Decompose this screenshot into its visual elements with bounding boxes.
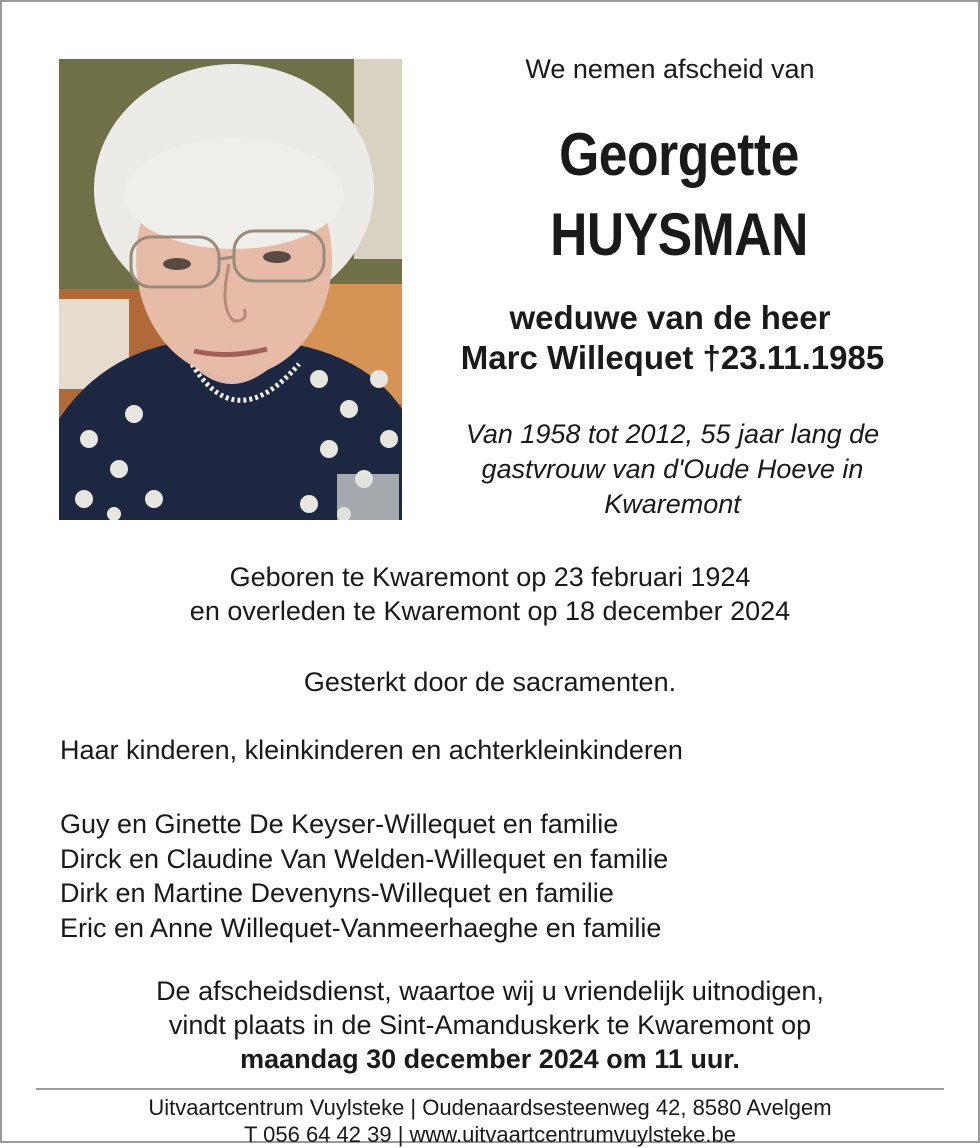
- sacraments-text: Gesterkt door de sacramenten.: [303, 667, 677, 697]
- birth-line: Geboren te Kwaremont op 23 februari 1924: [229, 562, 751, 592]
- tribute-line-1: Van 1958 tot 2012, 55 jaar lang de: [465, 419, 880, 449]
- footer-contact: T 056 64 42 39 | www.uitvaartcentrumvuylsteke.be: [243, 1122, 736, 1147]
- tribute-line-3: Kwaremont: [604, 489, 741, 519]
- death-line: en overleden te Kwaremont op 18 december 2024: [189, 596, 791, 626]
- first-name: Georgette: [559, 121, 799, 188]
- family-item: Dirck en Claudine Van Welden-Willequet en familie: [60, 843, 669, 874]
- family-item: Dirk en Martine Devenyns-Willequet en familie: [60, 878, 614, 908]
- children-heading: Haar kinderen, kleinkinderen en achterkleinkinderen: [60, 735, 683, 765]
- footer-divider: [36, 1088, 944, 1090]
- family-item: Guy en Ginette De Keyser-Willequet en familie: [60, 809, 619, 839]
- service-text: [0, 974, 980, 1076]
- widow-line-2: Marc Willequet †23.11.1985: [460, 339, 885, 376]
- footer: [0, 1094, 980, 1148]
- service-line-2: vindt plaats in de Sint-Amanduskerk te Kwaremont op: [168, 1010, 812, 1040]
- family-item: Eric en Anne Willequet-Vanmeerhaeghe en familie: [60, 912, 662, 943]
- widow-line-1: weduwe van de heer: [509, 299, 831, 336]
- tribute-line-2: gastvrouw van d'Oude Hoeve in: [481, 454, 864, 484]
- footer-address: Uitvaartcentrum Vuylsteke | Oudenaardsesteenweg 42, 8580 Avelgem: [148, 1095, 832, 1120]
- tribute-text: [420, 417, 925, 522]
- intro-text: We nemen afscheid van: [525, 54, 815, 84]
- portrait-photo: [59, 59, 402, 520]
- service-date: maandag 30 december 2024 om 11 uur.: [240, 1044, 740, 1074]
- portrait-illustration: [59, 59, 402, 520]
- last-name: HUYSMAN: [550, 201, 808, 268]
- service-line-1: De afscheidsdienst, waartoe wij u vriendelijk uitnodigen,: [156, 976, 824, 1006]
- family-list: [60, 807, 668, 945]
- birth-death-text: [0, 560, 980, 628]
